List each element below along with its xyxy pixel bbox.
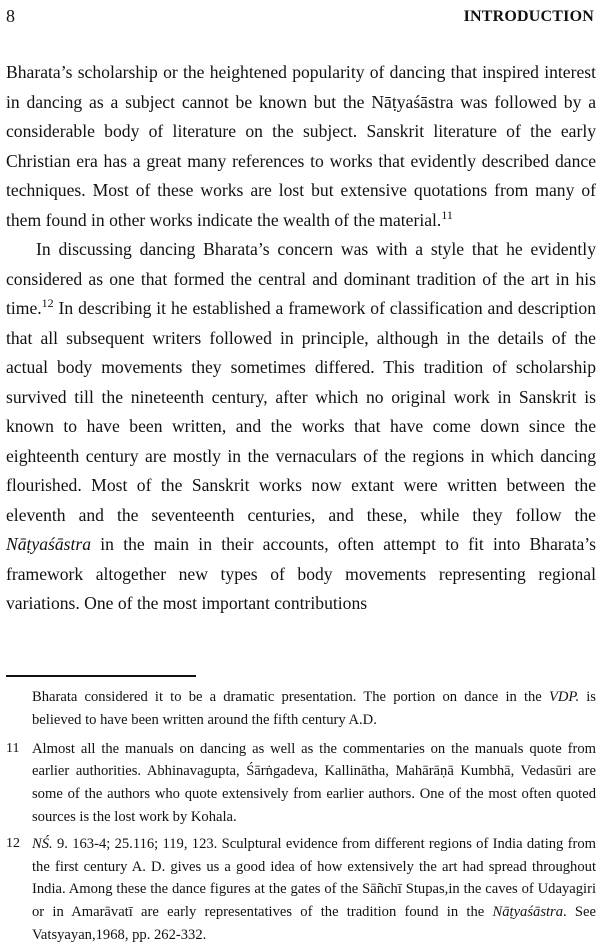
footnote-12 (6, 833, 596, 947)
footnote-marker: 11 (441, 207, 453, 222)
page-number: 8 (6, 6, 15, 26)
footnote-number: 11 (6, 740, 20, 756)
paragraph-text: In discussing dancing Bharata’s concern was with a style that he evidently considered as one that formed the central and dominant tradition of the art in his time. (6, 239, 596, 318)
italic-title: Nāṭyaśāstra (6, 534, 92, 554)
page-header (6, 6, 594, 28)
body-text (6, 58, 596, 619)
footnote-text: Bharata considered it to be a dramatic presentation. The portion on dance in the (32, 689, 549, 705)
paragraph (6, 235, 596, 619)
footnote-text: Almost all the manuals on dancing as well as the commentaries on the manuals quote from earlier authorities. Abhinavagupta, Śārṅgadeva, Kallinātha, Mahārāṇā Kumbhā, Vedasūri are some of the authors who quote extensively from earlier authors. One of the most often quoted sources is the lost work by Kohala. (32, 740, 596, 825)
running-head: INTRODUCTION (463, 8, 594, 25)
footnote-number: 12 (6, 835, 20, 851)
paragraph-text: Bharata’s scholarship or the heightened popularity of dancing that inspired interest in dancing as a subject cannot be known but the Nāṭyaśāstra was followed by a considerable body of literature on the subject. Sanskrit literature of the early Christian era has a great many references to works that evidently described dance techniques. Most of these works are lost but extensive quotations from many of them found in other works indicate the wealth of the material. (6, 62, 596, 230)
paragraph-text: In describing it he established a framework of classification and description that all subsequent writers followed in principle, although in the details of the actual body movements they sometimes differed. This tradition of scholarship survived till the nineteenth century, after which no original work in Sanskrit is known to have been written, and the works that have come down since the eighteenth century are mostly in the vernaculars of the regions in which dancing flourished. Most of the Sanskrit works now extant were written between the eleventh and the seventeenth centuries, and these, while they follow the (6, 298, 596, 525)
italic-title: Nāṭyaśāstra (492, 904, 564, 921)
paragraph-text: in the main in their accounts, often attempt to fit into Bharata’s framework altogether new types of body movements representing regional variations. One of the most important contributions (6, 534, 596, 613)
footnote-text: . See Vatsyayan,1968, pp. 262-332. (32, 904, 597, 943)
footnote-text: is believed to have been written around the fifth century A.D. (32, 689, 596, 728)
italic-abbreviation: VDP. (548, 689, 580, 705)
footnote-11 (6, 738, 596, 829)
footnote-rule (6, 675, 196, 677)
footnote-marker: 12 (41, 296, 54, 310)
footnote-text: 9. 163-4; 25.116; 119, 123. Sculptural evidence from different regions of India dating from the first century A. D. gives us a good idea of how extensively the art had spread throughout India. Among these the dance figures at the gates of the Sāñchī Stupas,in the caves of Udayagiri or in Amarāvatī are early representatives of the tradition found in the (32, 835, 596, 921)
paragraph (6, 58, 596, 235)
footnote-continued (6, 686, 596, 732)
footnotes (6, 686, 596, 951)
italic-abbreviation: NŚ. (32, 835, 53, 852)
